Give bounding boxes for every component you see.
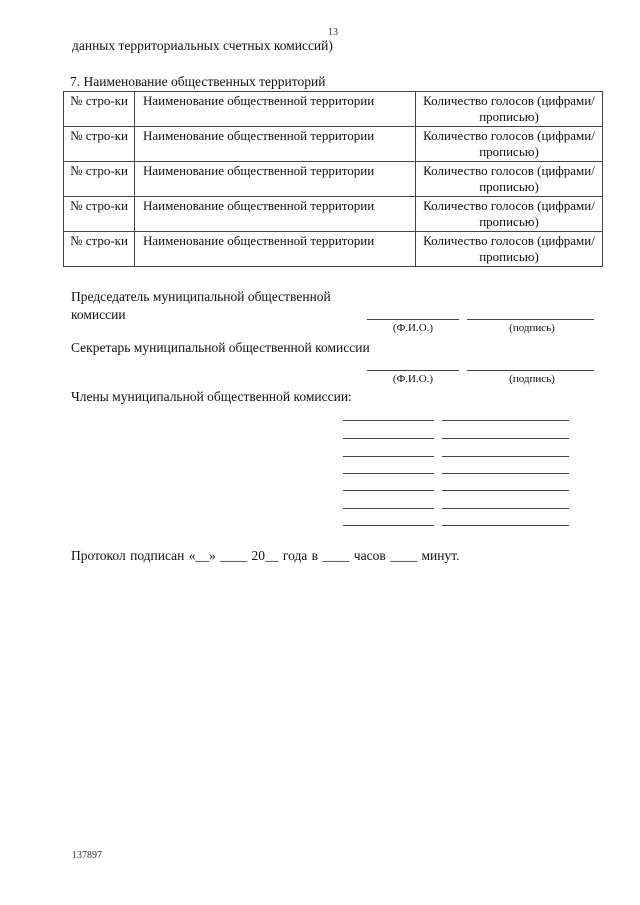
protocol-signed-text: Протокол подписан «__» ____ 20__ года в ____ часов ____ минут. [71,548,460,563]
secretary-signature-line [467,370,594,371]
member-fio-line [343,525,434,526]
member-fio-line [343,473,434,474]
chairman-label: Председатель муниципальной общественной комиссии [71,289,331,322]
member-fio-line [343,490,434,491]
votes-count-cell: Количество голосов (цифрами/прописью) [416,232,603,267]
member-fio-line [343,420,434,421]
member-signature-line [442,525,569,526]
chairman-signature-line [467,319,594,320]
territories-table [63,91,603,267]
row-number-cell: № стро-ки [64,162,135,197]
table-row [64,232,603,267]
votes-count-cell: Количество голосов (цифрами/прописью) [416,92,603,127]
member-signature-line [442,456,569,457]
intro-text: данных территориальных счетных комиссий) [72,38,333,53]
row-number-cell: № стро-ки [64,197,135,232]
members-label: Члены муниципальной общественной комиссии: [71,389,352,404]
page-number: 13 [328,27,338,38]
table-row [64,127,603,162]
member-signature-line [442,473,569,474]
secretary-fio-line [367,370,459,371]
section-title: 7. Наименование общественных территорий [70,74,326,89]
member-signature-line [442,420,569,421]
member-signature-line [442,490,569,491]
row-number-cell: № стро-ки [64,232,135,267]
secretary-label: Секретарь муниципальной общественной комиссии [71,340,370,355]
row-number-cell: № стро-ки [64,127,135,162]
table-row [64,162,603,197]
secretary-fio-caption: (Ф.И.О.) [392,373,434,385]
member-signature-line [442,438,569,439]
document-code: 137897 [72,850,102,861]
table-row [64,197,603,232]
territory-name-cell: Наименование общественной территории [135,127,416,162]
secretary-signature-caption: (подпись) [509,373,555,385]
row-number-cell: № стро-ки [64,92,135,127]
votes-count-cell: Количество голосов (цифрами/прописью) [416,127,603,162]
chairman-signature-caption: (подпись) [509,322,555,334]
territory-name-cell: Наименование общественной территории [135,92,416,127]
votes-count-cell: Количество голосов (цифрами/прописью) [416,197,603,232]
chairman-fio-caption: (Ф.И.О.) [392,322,434,334]
chairman-fio-line [367,319,459,320]
member-fio-line [343,438,434,439]
member-signature-line [442,508,569,509]
territory-name-cell: Наименование общественной территории [135,232,416,267]
territory-name-cell: Наименование общественной территории [135,162,416,197]
table-row [64,92,603,127]
member-fio-line [343,508,434,509]
territory-name-cell: Наименование общественной территории [135,197,416,232]
member-fio-line [343,456,434,457]
votes-count-cell: Количество голосов (цифрами/прописью) [416,162,603,197]
